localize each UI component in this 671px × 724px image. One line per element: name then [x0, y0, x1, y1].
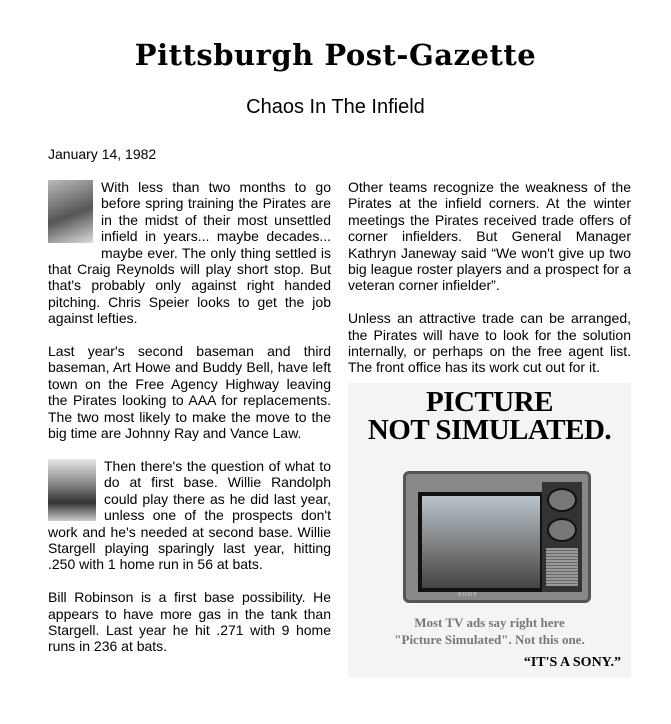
ad-headline: PICTURE NOT SIMULATED. [367, 386, 612, 446]
tv-control-panel [542, 482, 582, 592]
player-photo [48, 180, 93, 243]
paragraph: Other teams recognize the weakness of the Pirates at the infield corners. At the winter meetings the Pirates received trade offers of corner infielders. But General Manager Kathryn Janeway said “We won't give up two big league roster players and a prospect for a veteran corner infielder”. [348, 179, 631, 294]
left-column [48, 179, 331, 671]
knob-icon [547, 518, 577, 542]
tv-screen [418, 492, 544, 592]
paragraph: With less than two months to go before spring training the Pirates are in the midst of their most unsettled infield in years... maybe decades... maybe ever. The only thing settled is that Craig Reynolds will play short stop. But that's probably only against right handed pitching. Chris Speier looks to get the job against lefties. [48, 179, 331, 327]
masthead-logo: Pittsburgh Post-Gazette [134, 38, 537, 72]
player-photo [48, 459, 96, 521]
ad-copy: Most TV ads say right here "Picture Simulated". Not this one. [394, 615, 585, 647]
article-date: January 14, 1982 [48, 146, 157, 162]
speaker-grille [546, 548, 578, 586]
paragraph: Unless an attractive trade can be arranged, the Pirates will have to look for the solution internally, or perhaps on the free agent list. The front office has its work cut out for it. [348, 310, 631, 376]
right-column [348, 179, 631, 392]
television-image [403, 471, 591, 603]
paragraph: Then there's the question of what to do at first base. Willie Randolph could play there as he did last year, unless one of the prospects don't work and he's needed at second base. Willie Stargell playing sparingly last year, hitting .250 with 1 home run in 56 at bats. [48, 457, 331, 573]
knob-icon [547, 488, 577, 512]
article-title: Chaos In The Infield [246, 96, 425, 118]
sony-advertisement [348, 383, 631, 678]
tv-brand: SONY [458, 592, 479, 598]
ad-tagline: “IT'S A SONY.” [523, 655, 621, 670]
paragraph: Bill Robinson is a first base possibility. He appears to have more gas in the tank than Stargell. Last year he hit .271 with 9 home runs in 236 at bats. [48, 589, 331, 655]
paragraph: Last year's second baseman and third baseman, Art Howe and Buddy Bell, have left town on the Free Agency Highway leaving the Pirates looking to AAA for replacements. The two most likely to make the move to the big time are Johnny Ray and Vance Law. [48, 343, 331, 442]
